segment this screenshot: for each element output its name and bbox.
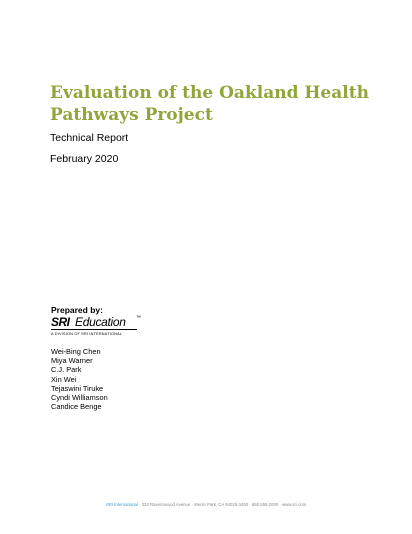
logo-sri-text: SRI	[51, 315, 70, 329]
author-name: Xin Wei	[51, 374, 77, 384]
author-name: C.J. Park	[51, 365, 82, 375]
report-type: Technical Report	[50, 132, 129, 144]
logo-trademark: ™	[136, 315, 141, 321]
author-list	[51, 347, 108, 411]
logo-rule	[51, 329, 137, 330]
author-name: Miya Warner	[51, 356, 93, 366]
footer-brand: SRI International	[105, 502, 138, 507]
author-name: Tejaswini Tiruke	[51, 383, 104, 393]
author-name: Candice Benge	[51, 402, 102, 412]
logo-education-text: Education	[75, 315, 126, 329]
author-name: Wei-Bing Chen	[51, 347, 101, 356]
footer-contact: · 333 Ravenswood Avenue · Menlo Park, CA 94025-3493 · 650.859.2000 · www.sri.com	[137, 502, 307, 507]
sri-education-logo	[51, 315, 151, 340]
report-date: February 2020	[50, 153, 119, 165]
logo-division-text: A DIVISION OF SRI INTERNATIONAL	[51, 332, 123, 336]
prepared-by-label: Prepared by:	[51, 305, 103, 315]
page-footer	[0, 502, 412, 507]
author-name: Cyndi Williamson	[51, 393, 108, 403]
report-title: Evaluation of the Oakland Health Pathways Project	[50, 83, 369, 125]
